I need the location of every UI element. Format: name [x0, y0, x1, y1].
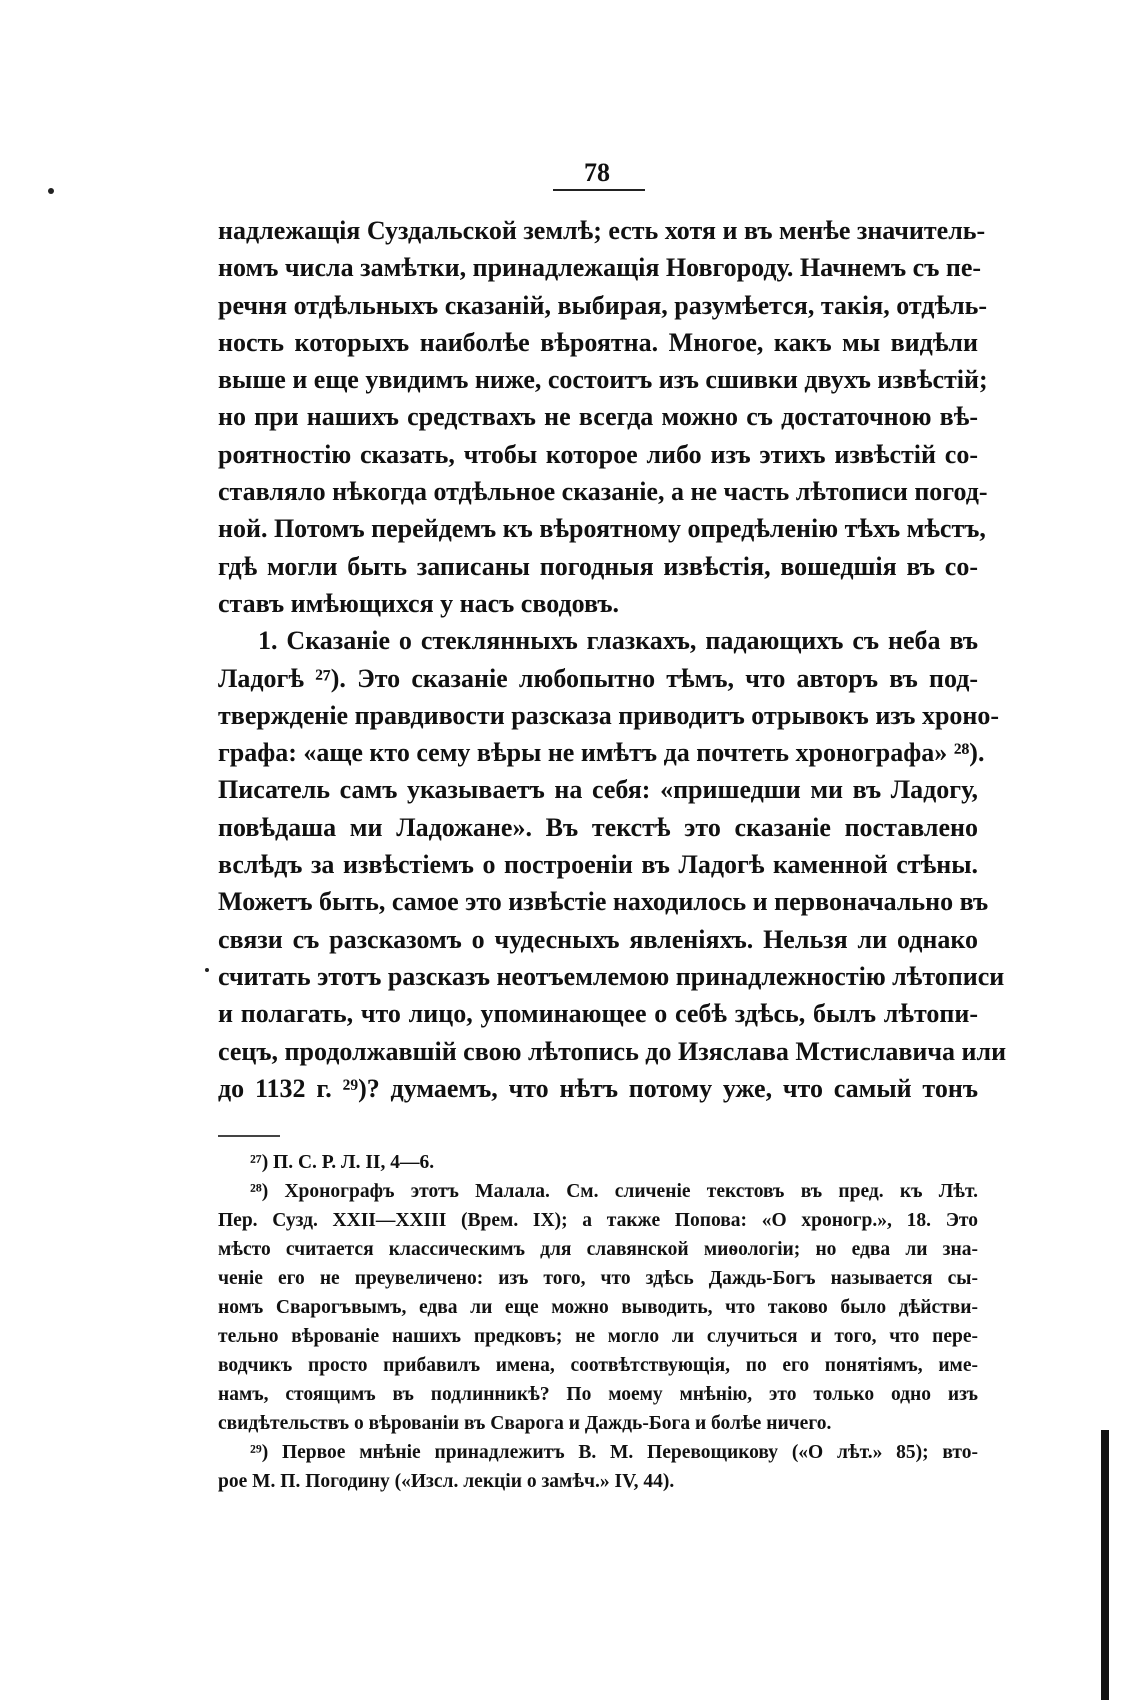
body-line: ной. Потомъ перейдемъ къ вѣроятному опредѣленію тѣхъ мѣстъ, [218, 514, 986, 544]
body-line: Ладогѣ ²⁷). Это сказаніе любопытно тѣмъ, что авторъ въ под- [218, 663, 978, 693]
footnote-line: водчикъ просто прибавилъ имена, соотвѣтствующія, по его понятіямъ, име- [218, 1355, 978, 1376]
body-line: повѣдаша ми Ладожане». Въ текстѣ это сказаніе поставлено [218, 812, 978, 842]
body-line: ность которыхъ наиболѣе вѣроятна. Многое, какъ мы видѣли [218, 327, 978, 357]
body-line: Писатель самъ указываетъ на себя: «пришедши ми въ Ладогу, [218, 775, 978, 805]
footnote-line: ²⁷) П. С. Р. Л. II, 4—6. [250, 1152, 435, 1173]
page-number: 78 [584, 158, 610, 187]
body-line: роятностію сказать, чтобы которое либо изъ этихъ извѣстій со- [218, 439, 978, 469]
body-line: твержденіе правдивости разсказа приводитъ отрывокъ изъ хроно- [218, 700, 1000, 730]
body-line: считать этотъ разсказъ неотъемлемою принадлежностію лѣтописи [218, 961, 1005, 991]
footnote-line: тельно вѣрованіе нашихъ предковъ; не могло ли случиться и того, что пере- [218, 1326, 978, 1347]
body-line: номъ числа замѣтки, принадлежащія Новгороду. Начнемъ съ пе- [218, 253, 982, 283]
body-line: гдѣ могли быть записаны погодныя извѣстія, вошедшія въ со- [218, 551, 978, 581]
body-text [218, 212, 1007, 1107]
scan-margin-bar [1101, 1430, 1109, 1700]
footnote-line: Пер. Сузд. XXII—XXIII (Врем. IX); а также Попова: «О хроногр.», 18. Это [218, 1210, 978, 1231]
footnote-line: мѣсто считается классическимъ для славянской миѳологіи; но едва ли зна- [218, 1239, 978, 1260]
footnote-line: номъ Сварогъвымъ, едва ли еще можно выводить, что таково было дѣйстви- [218, 1297, 978, 1318]
scan-speck [48, 188, 54, 194]
scan-speck [205, 968, 209, 972]
body-line: ставляло нѣкогда отдѣльное сказаніе, а не часть лѣтописи погод- [218, 477, 988, 507]
body-line: сецъ, продолжавшій свою лѣтопись до Изяслава Мстиславича или [218, 1036, 1007, 1066]
footnote-line: рое М. П. Погодину («Изсл. лекціи о замѣч.» IV, 44). [218, 1471, 675, 1492]
body-line: речня отдѣльныхъ сказаній, выбирая, разумѣется, такія, отдѣль- [218, 290, 988, 320]
body-line: до 1132 г. ²⁹)? думаемъ, что нѣтъ потому уже, что самый тонъ [218, 1073, 978, 1103]
body-line: ставъ имѣющихся у насъ сводовъ. [218, 588, 620, 618]
body-line: но при нашихъ средствахъ не всегда можно съ достаточною вѣ- [218, 402, 978, 432]
body-line: выше и еще увидимъ ниже, состоитъ изъ сшивки двухъ извѣстій; [218, 365, 988, 395]
footnote-line: ченіе его не преувеличено: изъ того, что здѣсь Даждь-Богъ называется сы- [218, 1268, 978, 1289]
footnote-line: ²⁹) Первое мнѣніе принадлежитъ В. М. Перевощикову («О лѣт.» 85); вто- [250, 1442, 978, 1463]
page-number-rule [553, 189, 645, 191]
body-line: Можетъ быть, самое это извѣстіе находилось и первоначально въ [218, 887, 989, 917]
body-line: графа: «аще кто сему вѣры не имѣтъ да почтеть хронографа» ²⁸). [218, 738, 985, 768]
footnotes [218, 1148, 978, 1496]
body-line: и полагать, что лицо, упоминающее о себѣ здѣсь, былъ лѣтопи- [218, 999, 978, 1029]
body-line: вслѣдъ за извѣстіемъ о построеніи въ Ладогѣ каменной стѣны. [218, 850, 978, 880]
footnote-rule [218, 1135, 280, 1137]
body-line: надлежащія Суздальской землѣ; есть хотя и въ менѣе значитель- [218, 216, 986, 245]
body-line: связи съ разсказомъ о чудесныхъ явленіяхъ. Нельзя ли однако [218, 924, 978, 954]
body-line: 1. Сказаніе о стеклянныхъ глазкахъ, падающихъ съ неба въ [258, 626, 978, 656]
footnote-line: свидѣтельствъ о вѣрованіи въ Сварога и Даждь-Бога и болѣе ничего. [218, 1413, 832, 1434]
footnote-line: ²⁸) Хронографъ этотъ Малала. См. сличеніе текстовъ въ пред. къ Лѣт. [250, 1181, 978, 1202]
footnote-line: намъ, стоящимъ въ подлинникѣ? По моему мнѣнію, это только одно изъ [218, 1384, 978, 1405]
